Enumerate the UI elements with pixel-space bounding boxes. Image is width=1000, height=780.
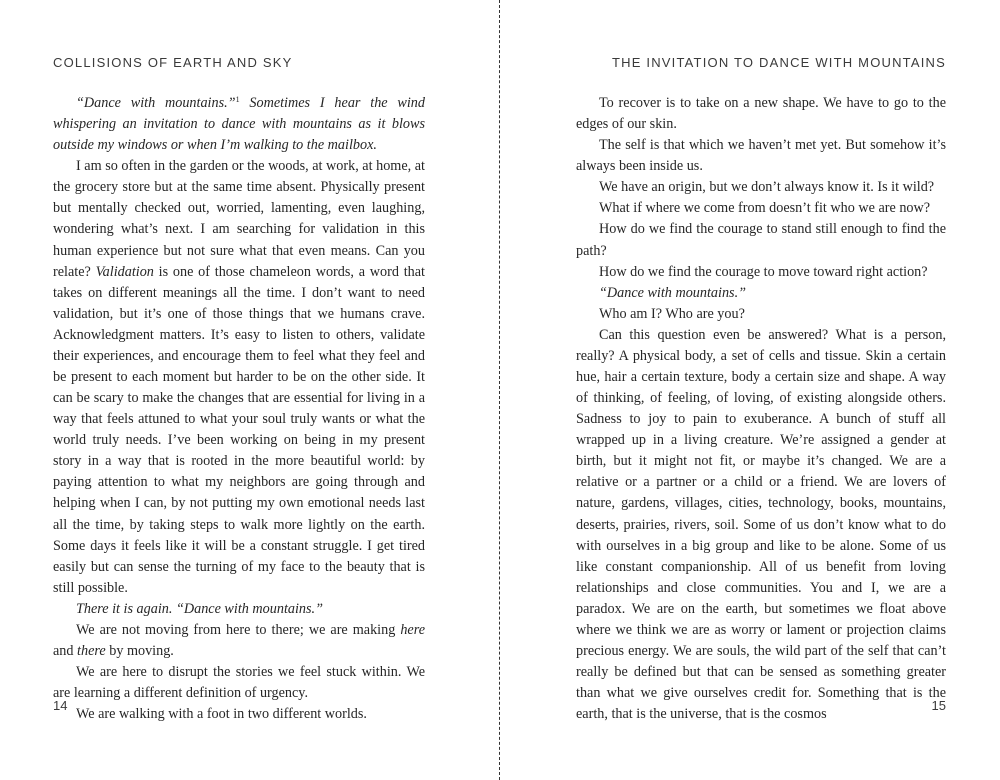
page-number-left: 14 [53, 698, 68, 713]
left-page-body [53, 93, 425, 725]
italic-word: here [400, 621, 425, 638]
epigraph-italic: “Dance with mountains.” [76, 95, 236, 111]
page-number-right: 15 [931, 698, 946, 713]
paragraph [53, 620, 425, 662]
paragraph [576, 283, 946, 304]
italic-word: Validation [95, 263, 154, 280]
paragraph [53, 599, 425, 620]
paragraph [53, 156, 425, 599]
paragraph-text: I am so often in the garden or the woods, at work, at home, at the grocery store but at the same time absent. Physically present but mentally checked out, worried, lamenting, even laughing, wondering what’s next. I am searching for validation in this human experience but not sure what that even means. Can you relate? [53, 158, 425, 280]
paragraph-text: We are not moving from here to there; we are making [76, 621, 401, 638]
paragraph: We are walking with a foot in two different worlds. [76, 706, 367, 723]
italic-word: there [77, 643, 106, 660]
paragraph-text: is one of those chameleon words, a word that takes on different meanings all the time. I don’t want to need validation, but it’s one of those things that we humans crave. Acknowledgment matters. It’s easy to listen to others, validate their experiences, and encourage them to feel what they feel and be present to each moment but harder to be on the other side. It can be scary to make the changes that are essential for living in a way that feels attuned to what your soul truly wants or what the world truly needs. I’ve been working on being in my present story in a way that is rooted in the more beautiful world: by paying attention to what my neighbors are going through and helping when I can, by not putting my own emotional needs last all the time, by taking steps to walk more lightly on the earth. Some days it feels like it will be a constant struggle. I get tired easily but can sense the turning of my face to the beauty that is still possible. [53, 263, 425, 596]
paragraph: To recover is to take on a new shape. We have to go to the edges of our skin. [576, 95, 946, 133]
paragraph: Can this question even be answered? What is a person, really? A physical body, a set of cells and tissue. Skin a certain hue, hair a certain texture, body a certain size and shape. A way of thinking, of feeling, of loving, of existing alongside others. Sadness to joy to pain to exuberance. A bunch of stuff all wrapped up in a living creature. We’re assigned a gender at birth, but it might not fit, or maybe it’s changed. We are a relative or a partner or a child or a friend. We are lovers of nature, gardens, villages, cities, technology, books, mountains, deserts, prairies, rivers, soil. Some of us don’t know what to do with ourselves in a big group and like to be alone. Some of us like constant companionship. All of us benefit from loving relationships and close communities. You and I, we are a paradox. We are on the earth, but sometimes we float above where we think we are as worry or lament or projection claims precious energy. We are souls, the wild part of the self that can’t really be defined but that can be sensed as something greater than what we give ourselves credit for. Something that is the earth, that is the universe, that is the cosmos [576, 326, 946, 723]
italic-line: “Dance with mountains.” [599, 284, 747, 301]
running-head-right: THE INVITATION TO DANCE WITH MOUNTAINS [611, 55, 946, 70]
paragraph: Who am I? Who are you? [599, 305, 745, 322]
left-page [53, 0, 425, 780]
footnote-marker[interactable]: 1 [235, 95, 240, 104]
right-page [576, 0, 946, 780]
paragraph-text: by moving. [105, 643, 174, 660]
paragraph: What if where we come from doesn’t fit who we are now? [599, 200, 931, 217]
paragraph [53, 93, 425, 156]
paragraph: We have an origin, but we don’t always know it. Is it wild? [599, 179, 935, 196]
paragraph: How do we find the courage to move toward right action? [599, 263, 928, 280]
italic-line: There it is again. “Dance with mountains.” [76, 600, 323, 617]
paragraph: We are here to disrupt the stories we feel stuck within. We are learning a different definition of urgency. [53, 664, 425, 702]
epigraph-italic: Sometimes I hear the wind whispering an invitation to dance with mountains as it blows outside my windows or when I’m walking to the mailbox. [53, 95, 425, 154]
running-head-left: COLLISIONS OF EARTH AND SKY [53, 55, 293, 70]
paragraph: How do we find the courage to stand still enough to find the path? [576, 221, 946, 259]
paragraph-text: and [53, 643, 78, 660]
right-page-body [576, 93, 946, 725]
paragraph: The self is that which we haven’t met yet. But somehow it’s always been inside us. [576, 137, 946, 175]
page-gutter-divider [499, 0, 500, 780]
